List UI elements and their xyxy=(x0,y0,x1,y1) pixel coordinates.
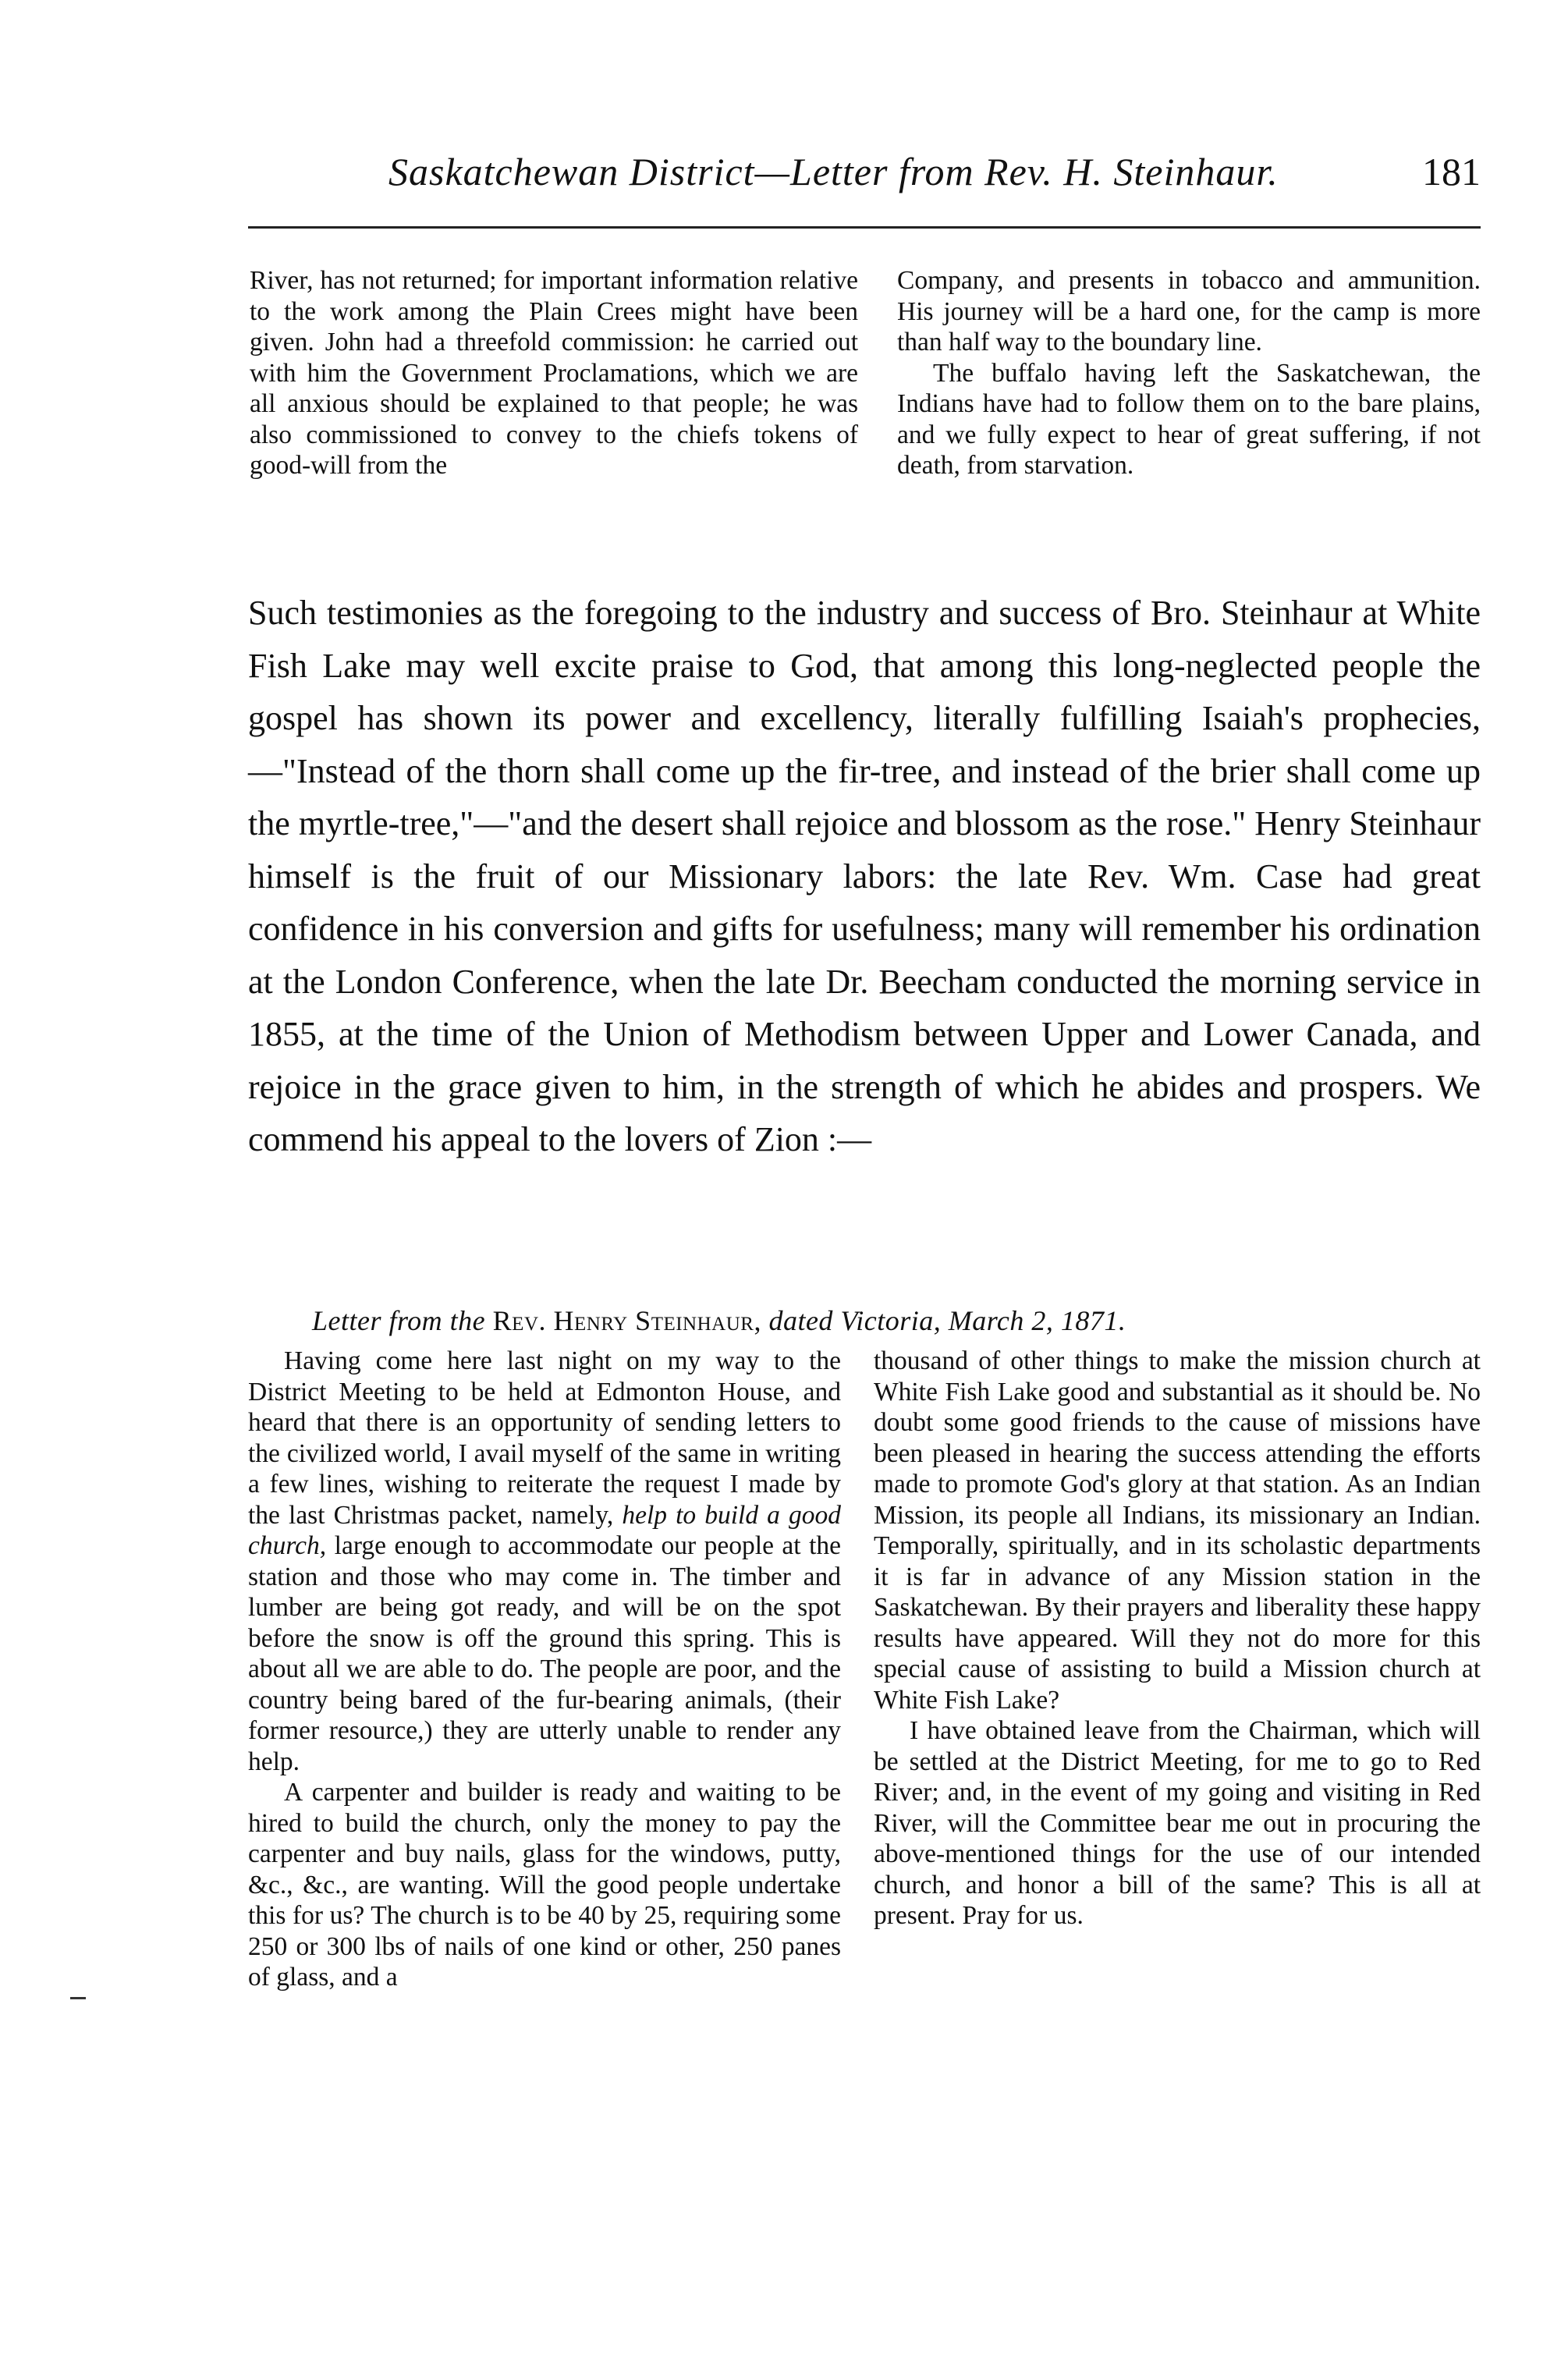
running-title: Saskatchewan District—Letter from Rev. H. Steinhaur. xyxy=(388,150,1279,193)
letter-left-column xyxy=(248,1346,841,1993)
letter-left-paragraph-1 xyxy=(248,1346,841,1777)
letter-heading xyxy=(312,1303,1420,1339)
editorial-text: Such testimonies as the foregoing to the industry and success of Bro. Steinhaur at White Fish Lake may well excite praise to God, that among this long-neglected people the gospel has shown its power and excellency, literally fulfilling Isaiah's prophecies,—"Instead of the thorn shall come up the fir-tree, and instead of the brier shall come up the myrtle-tree,"—"and the desert shall rejoice and blossom as the rose." Henry Steinhaur himself is the fruit of our Missionary labors: the late Rev. Wm. Case had great confidence in his conversion and gifts for usefulness; many will remember his ordination at the London Conference, when the late Dr. Beecham conducted the morning service in 1855, at the time of the Union of Methodism between Upper and Lower Canada, and rejoice in the grace given to him, in the strength of which he abides and prospers. We commend his appeal to the lovers of Zion :— xyxy=(248,594,1481,1158)
margin-mark xyxy=(70,1997,86,1999)
intro-right-column xyxy=(897,265,1481,577)
letter-left-p1-start: Having come here last night on my way to the District Meeting to be held at Edmonton House, and heard that there is an opportunity of sending letters to the civilized world, I avail myself of the same in writing a few lines, wishing to reiterate the request I made by the last Christmas packet, namely, xyxy=(248,1346,841,1530)
intro-right-paragraph-1: Company, and presents in tobacco and ammunition. His journey will be a hard one, for the camp is more than half way to the boundary line. xyxy=(897,266,1481,356)
letter-right-column xyxy=(874,1346,1481,1931)
page-header xyxy=(248,148,1481,203)
letter-right-paragraph-1: thousand of other things to make the mission church at White Fish Lake good and substantial as it should be. No doubt some good friends to the cause of missions have been pleased in hearing the success attending the efforts made to promote God's glory at that station. As an Indian Mission, its people all Indians, its missionary an Indian. Temporally, spiritually, and in its scholastic departments it is far in advance of any Mission station in the Saskatchewan. By their prayers and liberality these happy results have appeared. Will they not do more for this special cause of assisting to build a Mission church at White Fish Lake? xyxy=(874,1346,1481,1715)
letter-left-p1-rest: large enough to accommodate our people at the station and those who may come in. The timber and lumber are being got ready, and will be on the spot before the snow is off the ground this spring. This is about all we are able to do. The people are poor, and the country being bared of the fur-bearing animals, (their former resource,) they are utterly unable to render any help. xyxy=(248,1531,841,1776)
intro-right-paragraph-2: The buffalo having left the Saskatchewan, the Indians have had to follow them on to the bare plains, and we fully expect to hear of great suffering, if not death, from starvation. xyxy=(897,358,1481,480)
editorial-paragraph xyxy=(248,587,1481,1166)
letter-right-paragraph-2: I have obtained leave from the Chairman, which will be settled at the District Meeting, for me to go to Red River; and, in the event of my going and visiting in Red River, will the Committee bear me out in procuring the above-mentioned things for the use of our intended church, and honor a bill of the same? This is all at present. Pray for us. xyxy=(874,1716,1481,1930)
header-rule xyxy=(248,226,1481,229)
letter-heading-name: Rev. Henry Steinhaur, xyxy=(492,1305,761,1336)
letter-left-paragraph-2: A carpenter and builder is ready and waiting to be hired to build the church, only the money to pay the carpenter and buy nails, glass for the windows, putty, &c., &c., are wanting. Will the good people undertake this for us? The church is to be 40 by 25, requiring some 250 or 300 lbs of nails of one kind or other, 250 panes of glass, and a xyxy=(248,1778,841,1992)
letter-heading-suffix: dated Victoria, March 2, 1871. xyxy=(761,1305,1126,1336)
page-number: 181 xyxy=(1422,150,1481,193)
intro-left-paragraph: River, has not returned; for important information relative to the work among the Plain Crees might have been given. John had a threefold commission: he carried out with him the Government Proclamations, which we are all anxious should be explained to that people; he was also commissioned to convey to the chiefs tokens of good-will from the xyxy=(250,266,858,480)
letter-heading-prefix: Letter from the xyxy=(312,1305,493,1336)
letter-left-p1-emphasis: help to build a good church, xyxy=(248,1500,842,1560)
intro-left-column xyxy=(250,265,858,577)
